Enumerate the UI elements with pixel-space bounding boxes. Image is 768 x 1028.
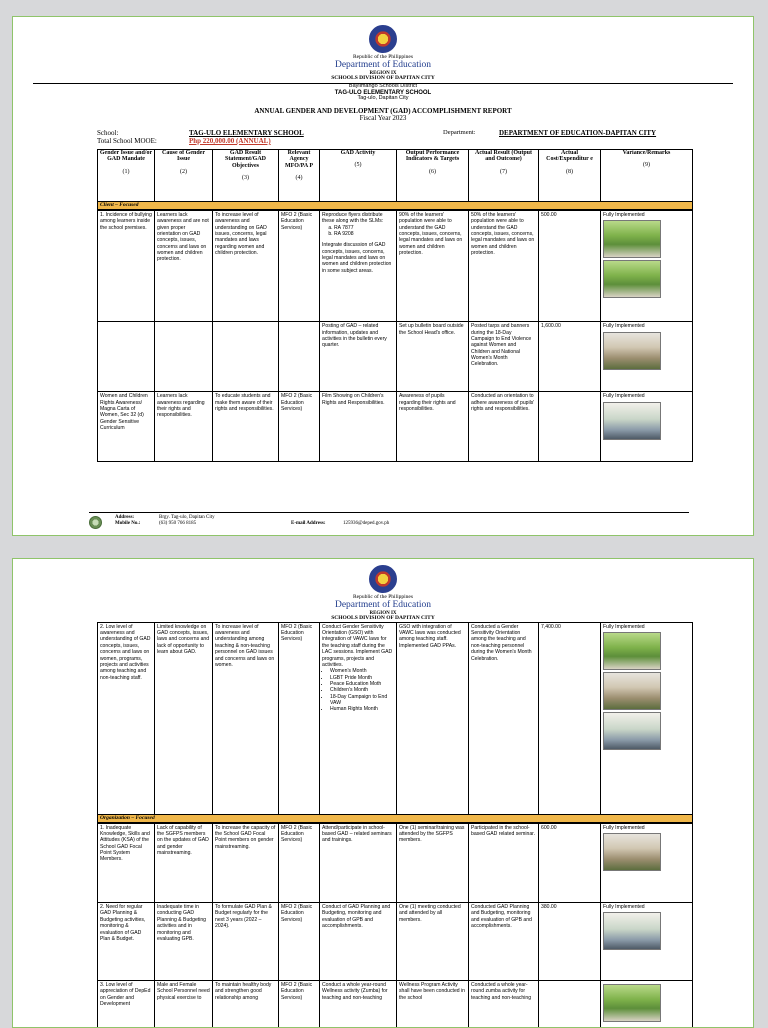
list-item: • 18-Day Campaign to End VAW [330, 694, 394, 707]
cell-mfo: MFO 2 (Basic Education Services) [279, 210, 320, 322]
cell-issue: 2. Low level of awareness and understanding of GAD concepts, issues, concerns and laws on women, programs, projects and activities among teaching and non-teaching staff. [98, 622, 155, 814]
cell-result: To increase level of awareness and understanding on GAD issues, concerns, legal mandates and laws regarding women and children protection. [213, 210, 279, 322]
list-item: b. RA 9208 [334, 231, 394, 237]
cell-actual: Conducted GAD Planning and Budgeting, monitoring and evaluation of GPB and accomplishments. [469, 903, 539, 981]
republic-text: Republic of the Philippines [352, 54, 414, 60]
table-row [98, 392, 693, 462]
table-row [98, 981, 693, 1028]
section-label: Client – Focused [98, 201, 693, 209]
cell-output: Set up bulletin board outside the School Head's office. [397, 322, 469, 392]
cell-cause: Learners lack awareness and are not given proper orientation on GAD concepts, issues, concerns and laws on women and children protection. [155, 210, 213, 322]
cell-remarks: Fully Implemented [601, 322, 693, 392]
fiscal-year: Fiscal Year 2023 [359, 114, 407, 123]
activity-photo [603, 402, 661, 440]
cell-remarks: Fully Implemented [601, 210, 693, 322]
email-value: 125936@deped.gov.ph [343, 521, 390, 526]
cell-mfo: MFO 2 (Basic Education Services) [279, 622, 320, 814]
report-page-2 [12, 558, 754, 1028]
department-value: DEPARTMENT OF EDUCATION-DAPITAN CITY [499, 128, 657, 137]
col-header: Cause of Gender Issue (2) [155, 149, 213, 201]
list-item: • LGBT Pride Month [330, 675, 394, 681]
activity-photo [603, 984, 661, 1022]
list-item: a. RA 7877 [334, 225, 394, 231]
section-row-client [98, 201, 693, 209]
table-header-row [98, 149, 693, 201]
activity-photo [603, 220, 661, 258]
section-label: Organization – Focused [98, 814, 693, 822]
cell-mfo [279, 322, 320, 392]
col-header: Variance/Remarks (9) [601, 149, 693, 201]
cell-output: One (1) seminar/training was attended by the SGFPS members. [397, 823, 469, 903]
col-header: GAD Activity (5) [320, 149, 397, 201]
mooe-value: Php 220,000.00 (ANNUAL) [189, 136, 271, 145]
region-text: REGION IX [369, 610, 397, 616]
mobile-value: (63) 950 766 8185 [159, 521, 197, 526]
cell-output: 90% of the learners' population were able to understand the GAD concepts, issues, concerns, legal mandates and laws on women and children protection. [397, 210, 469, 322]
section-row-organization [98, 814, 693, 822]
list-item: • Human Rights Month [330, 706, 394, 712]
cell-issue: 1. Incidence of bullying among learners inside the school premises. [98, 210, 155, 322]
cell-cost: 500.00 [539, 210, 601, 322]
activity-photo [603, 332, 661, 370]
cell-cost [539, 981, 601, 1028]
cell-result: To increase the capacity of the School GAD Focal Point members on gender mainstreaming. [213, 823, 279, 903]
cell-output: GSO with integration of VAWC laws was conducted among teaching staff. Implemented GAD PPAs. [397, 622, 469, 814]
school-address: Tag-ulo, Dapitan City [357, 94, 409, 101]
school-label: School: [97, 128, 119, 137]
cell-mfo: MFO 2 (Basic Education Services) [279, 981, 320, 1028]
republic-text: Republic of the Philippines [352, 594, 414, 600]
cell-cause: Inadequate time in conducting GAD Planning & Budgeting activities and in monitoring and evaluating GPB. [155, 903, 213, 981]
cell-activity: Attend/participate in school-based GAD – related seminars and trainings. [320, 823, 397, 903]
activity-photo [603, 712, 661, 750]
cell-remarks: Fully Implemented [601, 903, 693, 981]
cell-cost [539, 392, 601, 462]
cell-cost: 7,400.00 [539, 622, 601, 814]
school-value: TAG-ULO ELEMENTARY SCHOOL [189, 128, 304, 137]
email-label: E-mail Address: [291, 521, 326, 526]
activity-photo [603, 632, 661, 670]
cell-cause: Male and Female School Personnel need physical exercise to [155, 981, 213, 1028]
accomplishment-table [97, 149, 693, 462]
cell-cause [155, 322, 213, 392]
letterhead [13, 25, 753, 102]
division-text: SCHOOLS DIVISION OF DAPITAN CITY [331, 74, 435, 81]
activity-photo [603, 672, 661, 710]
address-value: Brgy. Tag-ulo, Dapitan City [159, 515, 215, 520]
cell-issue: Women and Children Rights Awareness/ Magna Carta of Women, Sec 32 (d) Gender Sensitive Curriculum [98, 392, 155, 462]
report-page-1 [12, 16, 754, 536]
department-label: Department: [443, 128, 476, 136]
cell-remarks: Fully Implemented [601, 392, 693, 462]
department-name: Department of Education [334, 59, 432, 70]
list-item: • Children's Month [330, 687, 394, 693]
table-row [98, 210, 693, 322]
cell-result: To maintain healthy body and strengthen good relationship among [213, 981, 279, 1028]
cell-remarks [601, 981, 693, 1028]
cell-actual: Posted tarps and banners during the 18-Day Campaign to End Violence against Women and Children and National Women's Month Celebration. [469, 322, 539, 392]
letterhead [13, 565, 753, 622]
col-header: Output Performance Indicators & Targets (6) [397, 149, 469, 201]
cell-result: To increase level of awareness and understanding among teaching & non-teaching personnel on GAD issues and concerns and laws on women. [213, 622, 279, 814]
cell-issue: 3. Low level of appreciation of DepEd on Gender and Development [98, 981, 155, 1028]
accomplishment-table-continued [97, 622, 693, 1028]
deped-seal-icon [369, 25, 397, 53]
report-meta [97, 129, 733, 149]
cell-remarks: Fully Implemented [601, 823, 693, 903]
school-logo-icon [89, 516, 102, 529]
cell-actual: 50% of the learners' population were able to understand the GAD concepts, issues, concerns, legal mandates and laws on women and children protection. [469, 210, 539, 322]
mobile-label: Mobile No.: [115, 521, 141, 526]
cell-result [213, 322, 279, 392]
cell-result: To educate students and make them aware of their rights and responsibilities. [213, 392, 279, 462]
cell-activity: Posting of GAD – related information, updates and activities in the bulletin every quarter. [320, 322, 397, 392]
activity-photo [603, 912, 661, 950]
deped-seal-icon [369, 565, 397, 593]
cell-activity: Conduct of GAD Planning and Budgeting, monitoring and evaluation of GPB and accomplishments. [320, 903, 397, 981]
list-item: • Women's Month [330, 668, 394, 674]
mooe-label: Total School MOOE: [97, 136, 157, 145]
cell-issue: 2. Need for regular GAD Planning & Budgeting activities, monitoring & evaluation of GAD Plan & Budget. [98, 903, 155, 981]
region-text: REGION IX [369, 70, 397, 76]
cell-activity: Conduct a whole year-round Wellness activity (Zumba) for teaching and non-teaching [320, 981, 397, 1028]
cell-cause: Lack of capability of the SGFPS members on the updates of GAD and gender mainstreaming. [155, 823, 213, 903]
cell-issue [98, 322, 155, 392]
col-header: Gender Issue and/or GAD Mandate (1) [98, 149, 155, 201]
district-text: Baylimango Schools District [348, 82, 418, 89]
col-header: Actual Result (Output and Outcome) (7) [469, 149, 539, 201]
activity-photo [603, 833, 661, 871]
cell-remarks: Fully Implemented [601, 622, 693, 814]
col-header: Relevant Agency MFO/PA P (4) [279, 149, 320, 201]
page-footer [89, 512, 689, 530]
cell-cost: 600.00 [539, 823, 601, 903]
activity-photo [603, 260, 661, 298]
cell-mfo: MFO 2 (Basic Education Services) [279, 392, 320, 462]
cell-actual: Conducted a whole year-round zumba activity for teaching and non-teaching [469, 981, 539, 1028]
cell-activity: Film Showing on Children's Rights and Responsibilities. [320, 392, 397, 462]
cell-result: To formulate GAD Plan & Budget regularly for the next 3 years (2022 – 2024). [213, 903, 279, 981]
cell-output: Wellness Program Activity shall have been conducted in the school [397, 981, 469, 1028]
report-title [13, 108, 753, 123]
cell-output: One (1) meeting conducted and attended by all members. [397, 903, 469, 981]
table-row [98, 903, 693, 981]
cell-cost: 380.00 [539, 903, 601, 981]
cell-issue: 1. Inadequate Knowledge, Skills and Attitudes (KSA) of the School GAD Focal Point System Members. [98, 823, 155, 903]
col-header: Actual Cost/Expenditur e (8) [539, 149, 601, 201]
list-item: • Peace Education Moth [330, 681, 394, 687]
cell-output: Awareness of pupils regarding their rights and responsibilities. [397, 392, 469, 462]
cell-actual: Conducted a Gender Sensitivity Orientation among the teaching and non-teaching personnel during the Women's Month Celebration. [469, 622, 539, 814]
cell-activity: Conduct Gender Sensitivity Orientation (GSO) with integration of VAWC laws for the teaching staff during the LAC sessions. Implement GAD programs, projects and activities. • Women's Month • LGBT Pride Month • Peace Education Moth • Children's Month • 18-Day Campaign to End VAW • Human Rights Month [320, 622, 397, 814]
report-title-text: ANNUAL GENDER AND DEVELOPMENT (GAD) ACCOMPLISHMENT REPORT [254, 106, 512, 115]
cell-cost: 1,600.00 [539, 322, 601, 392]
table-row [98, 823, 693, 903]
cell-mfo: MFO 2 (Basic Education Services) [279, 903, 320, 981]
cell-mfo: MFO 2 (Basic Education Services) [279, 823, 320, 903]
col-header: GAD Result Statement/GAD Objectives (3) [213, 149, 279, 201]
cell-actual: Conducted an orientation to adhere awareness of pupils' rights and responsibilities. [469, 392, 539, 462]
cell-actual: Participated in the school-based GAD related seminar. [469, 823, 539, 903]
address-label: Address: [115, 515, 135, 520]
table-row [98, 322, 693, 392]
department-name: Department of Education [334, 599, 432, 610]
table-row [98, 622, 693, 814]
school-name: TAG-ULO ELEMENTARY SCHOOL [334, 89, 432, 96]
cell-activity: Reproduce flyers distribute these along with the SLMs: a. RA 7877 b. RA 9208 Integrate discussion of GAD concepts, issues, concerns, legal mandates and laws on women and children protection in some subject areas. [320, 210, 397, 322]
cell-cause: Learners lack awareness regarding their rights and responsibilities. [155, 392, 213, 462]
cell-cause: Limited knowledge on GAD concepts, issues, laws and concerns and lack of opportunity to learn about GAD. [155, 622, 213, 814]
division-text: SCHOOLS DIVISION OF DAPITAN CITY [331, 614, 435, 621]
